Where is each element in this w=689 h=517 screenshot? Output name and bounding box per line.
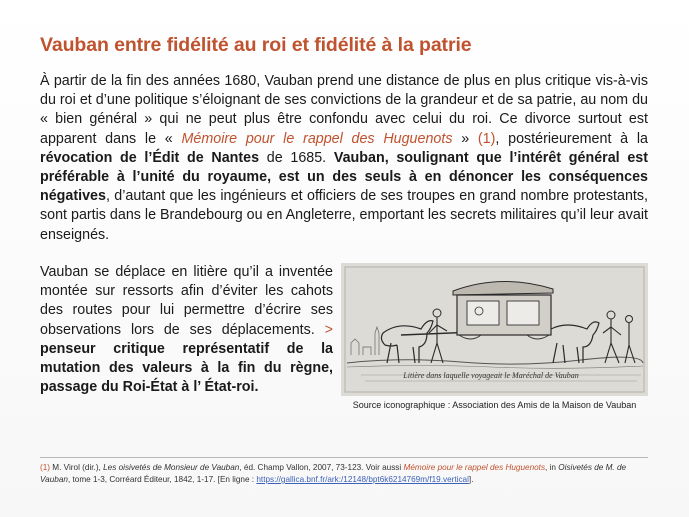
footnote-book-2: Mémoire pour le rappel des Huguenots	[403, 463, 546, 472]
gallica-link[interactable]: https://gallica.bnf.fr/ark:/12148/bpt6k6214769m/f19.vertical	[256, 475, 469, 484]
arrow-marker: >	[324, 321, 333, 338]
image-caption: Source iconographique : Association des Amis de la Maison de Vauban	[352, 400, 637, 410]
footnote-text-5: ].	[468, 475, 474, 484]
footnote-divider	[40, 457, 648, 458]
footnote-text-2: , éd. Champ Vallon, 2007, 73-123. Voir aussi	[239, 463, 404, 472]
footnote-book-3: Oisivetés de M. de Vauban	[40, 463, 627, 484]
intro-text-3: , postérieurement à la	[495, 130, 648, 147]
footnote-book-1: Les oisivetés de Monsieur de Vauban	[103, 463, 240, 472]
footnote-text-3: , in	[545, 463, 559, 472]
footnote	[40, 462, 648, 486]
footnote-text-4: , tome 1-3, Corréard Éditeur, 1842, 1-17. [En ligne :	[67, 475, 257, 484]
slide-title: Vauban entre fidélité au roi et fidélité à la patrie	[40, 34, 472, 56]
litiere-text: Vauban se déplace en litière qu’il a inventée montée sur ressorts afin d’éviter les cahots des routes pour lui permettre d’écrire ses observations lors de ses déplacements.	[40, 264, 333, 338]
litiere-engraving-drawing	[341, 263, 648, 396]
footnote-number: (1)	[40, 463, 51, 472]
thinker-statement: penseur critique représentatif de la mutation des valeurs à la fin du règne, passage du Roi-État à l’ État-roi.	[40, 340, 333, 396]
intro-text-1: À partir de la fin des années 1680, Vauban prend une distance de plus en plus critique vis-à-vis du roi et d’une politique s’éloignant de ses convictions de la grandeur et de sa patrie, au nom du « bien général » qui ne peut plus être confondu avec celui du roi. Ce divorce surtout est apparent dans le «	[40, 73, 648, 147]
litiere-paragraph	[40, 263, 333, 397]
memoire-title: Mémoire pour le rappel des Huguenots	[181, 130, 453, 147]
intro-text-5: , d’autant que les ingénieurs et officiers de ses troupes en grand nombre protestants, sont partis dans le Brandebourg ou en Angleterre, emportant les secrets militaires qu’il leur avait enseignés.	[40, 188, 648, 243]
intro-text-2: »	[452, 130, 478, 147]
footnote-ref[interactable]: (1)	[477, 130, 496, 147]
revocation-text: révocation de l’Édit de Nantes	[40, 149, 260, 166]
intro-paragraph	[40, 72, 648, 245]
intro-text-4: de 1685.	[259, 149, 334, 166]
footnote-text-1: M. Virol (dir.),	[50, 463, 104, 472]
engraving-inscription: Litière dans laquelle voyageait le Maréchal de Vauban	[403, 371, 579, 380]
bold-statement: Vauban, soulignant que l’intérêt général est préférable à l’unité du royaume, est un des seuls à en dénoncer les conséquences négatives	[40, 149, 648, 205]
litiere-engraving	[341, 263, 648, 396]
